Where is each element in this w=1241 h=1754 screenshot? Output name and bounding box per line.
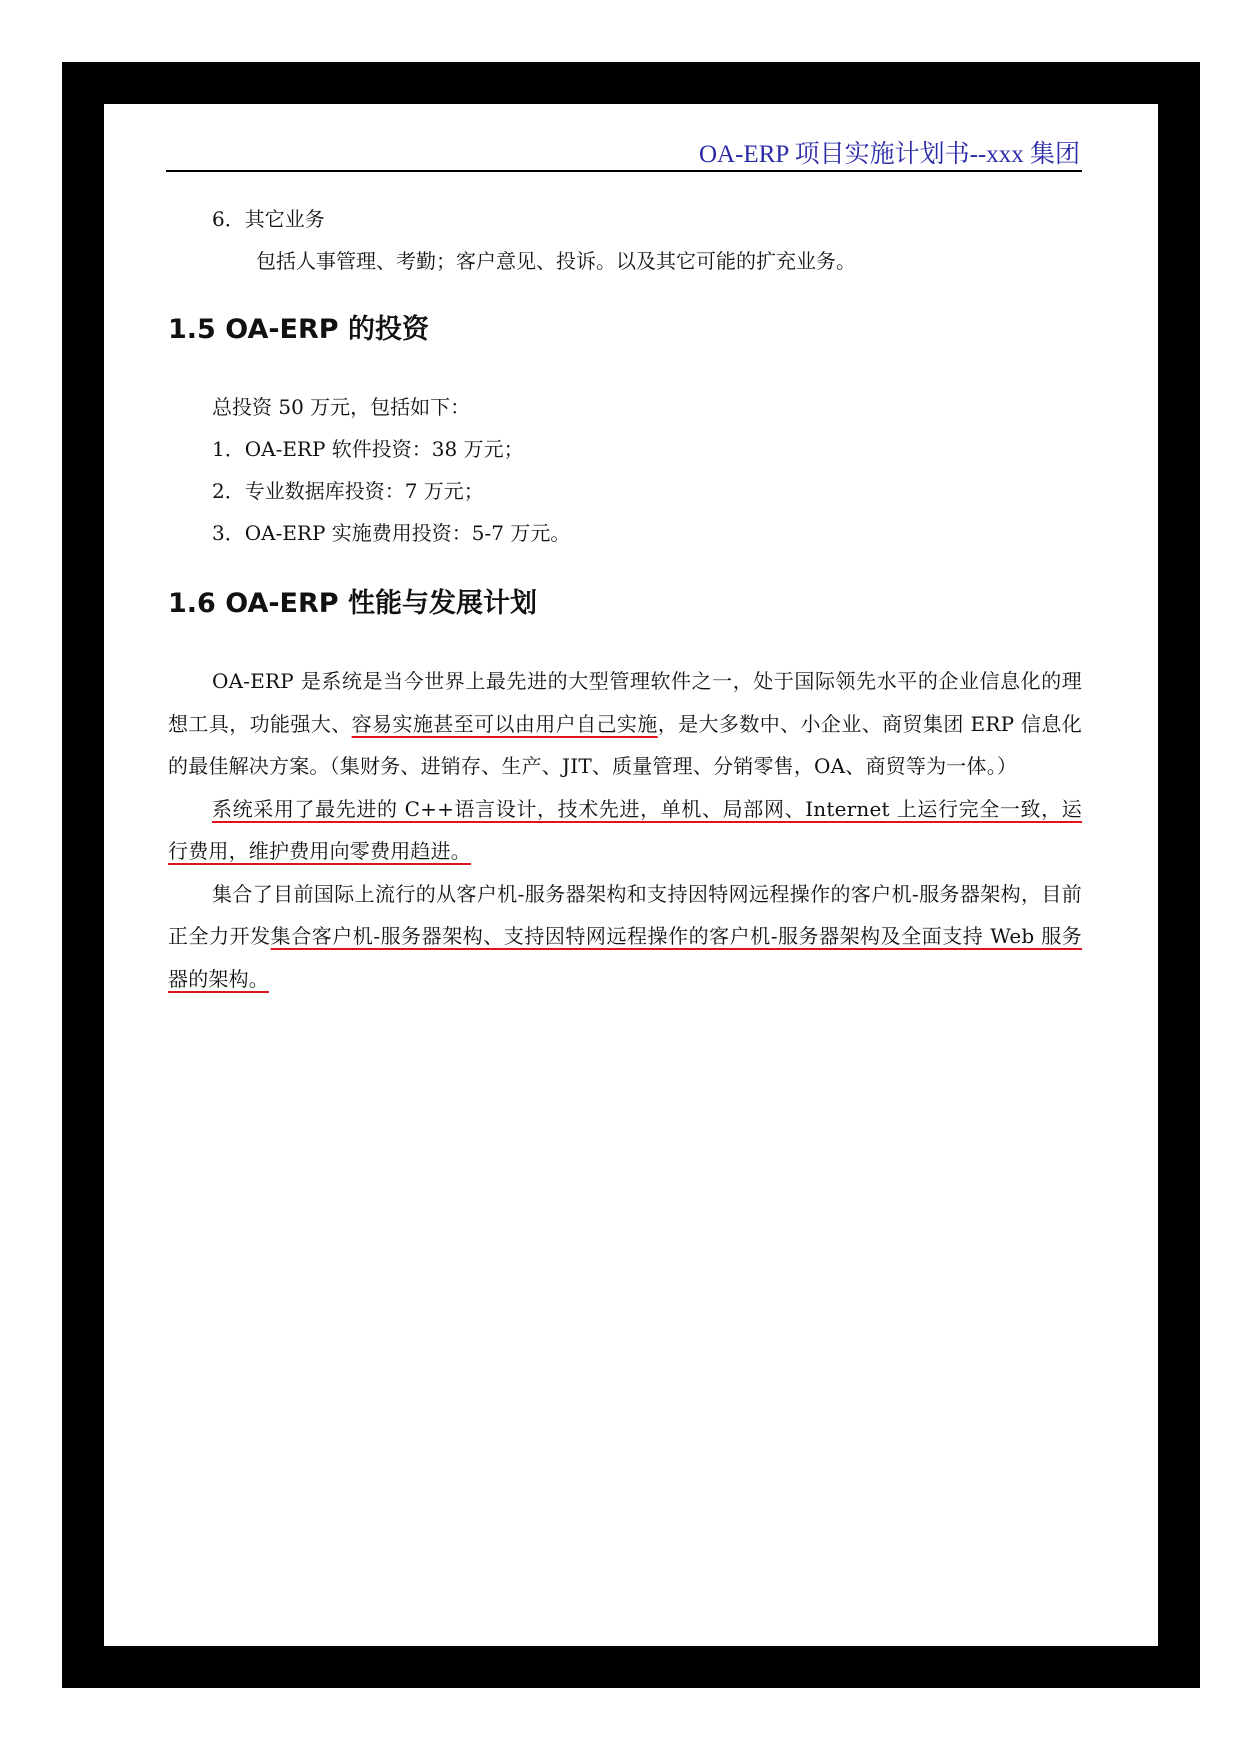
investment-item: 1．OA-ERP 软件投资：38 万元； — [212, 437, 524, 461]
underlined-text: 系统采用了最先进的 C++语言设计，技术先进，单机、局部网、Internet 上运行完全一致，运行费用，维护费用向零费用趋进。 — [168, 796, 1082, 863]
other-business-item: 6．其它业务 — [212, 207, 325, 231]
section-heading-1-5: 1.5 OA-ERP 的投资 — [168, 314, 429, 345]
underlined-text: 容易实施甚至可以由用户自己实施 — [351, 711, 658, 736]
underlined-text: 集合客户机-服务器架构、支持因特网远程操作的客户机-服务器架构及全面支持 Web 服务器的架构。 — [168, 924, 1083, 991]
paragraph-text: ，是大多数中、小企业、商贸集团 ERP 信息化的最佳解决方案。（集财务、进销存、生产、JIT、质量管理、分销零售，OA、商贸等为一体。） — [168, 711, 1082, 778]
investment-item: 3．OA-ERP 实施费用投资：5-7 万元。 — [212, 521, 571, 545]
paragraph-text: OA-ERP 是系统是当今世界上最先进的大型管理软件之一，处于国际领先水平的企业信息化的理想工具，功能强大、 — [168, 669, 1082, 736]
performance-paragraph-2 — [168, 788, 1082, 873]
investment-intro: 总投资 50 万元，包括如下： — [212, 395, 471, 419]
section-heading-1-6: 1.6 OA-ERP 性能与发展计划 — [168, 588, 537, 619]
document-body — [168, 198, 1082, 1000]
page-header — [166, 126, 1082, 172]
paragraph-text: 集合了目前国际上流行的从客户机-服务器架构和支持因特网远程操作的客户机-服务器架构，目前正全力开发 — [168, 881, 1082, 948]
header-title: OA-ERP 项目实施计划书--xxx 集团 — [698, 141, 1080, 168]
other-business-description: 包括人事管理、考勤；客户意见、投诉。以及其它可能的扩充业务。 — [256, 249, 856, 273]
investment-item: 2．专业数据库投资：7 万元； — [212, 479, 484, 503]
performance-paragraph-1 — [168, 660, 1082, 788]
performance-paragraph-3 — [168, 873, 1082, 1001]
